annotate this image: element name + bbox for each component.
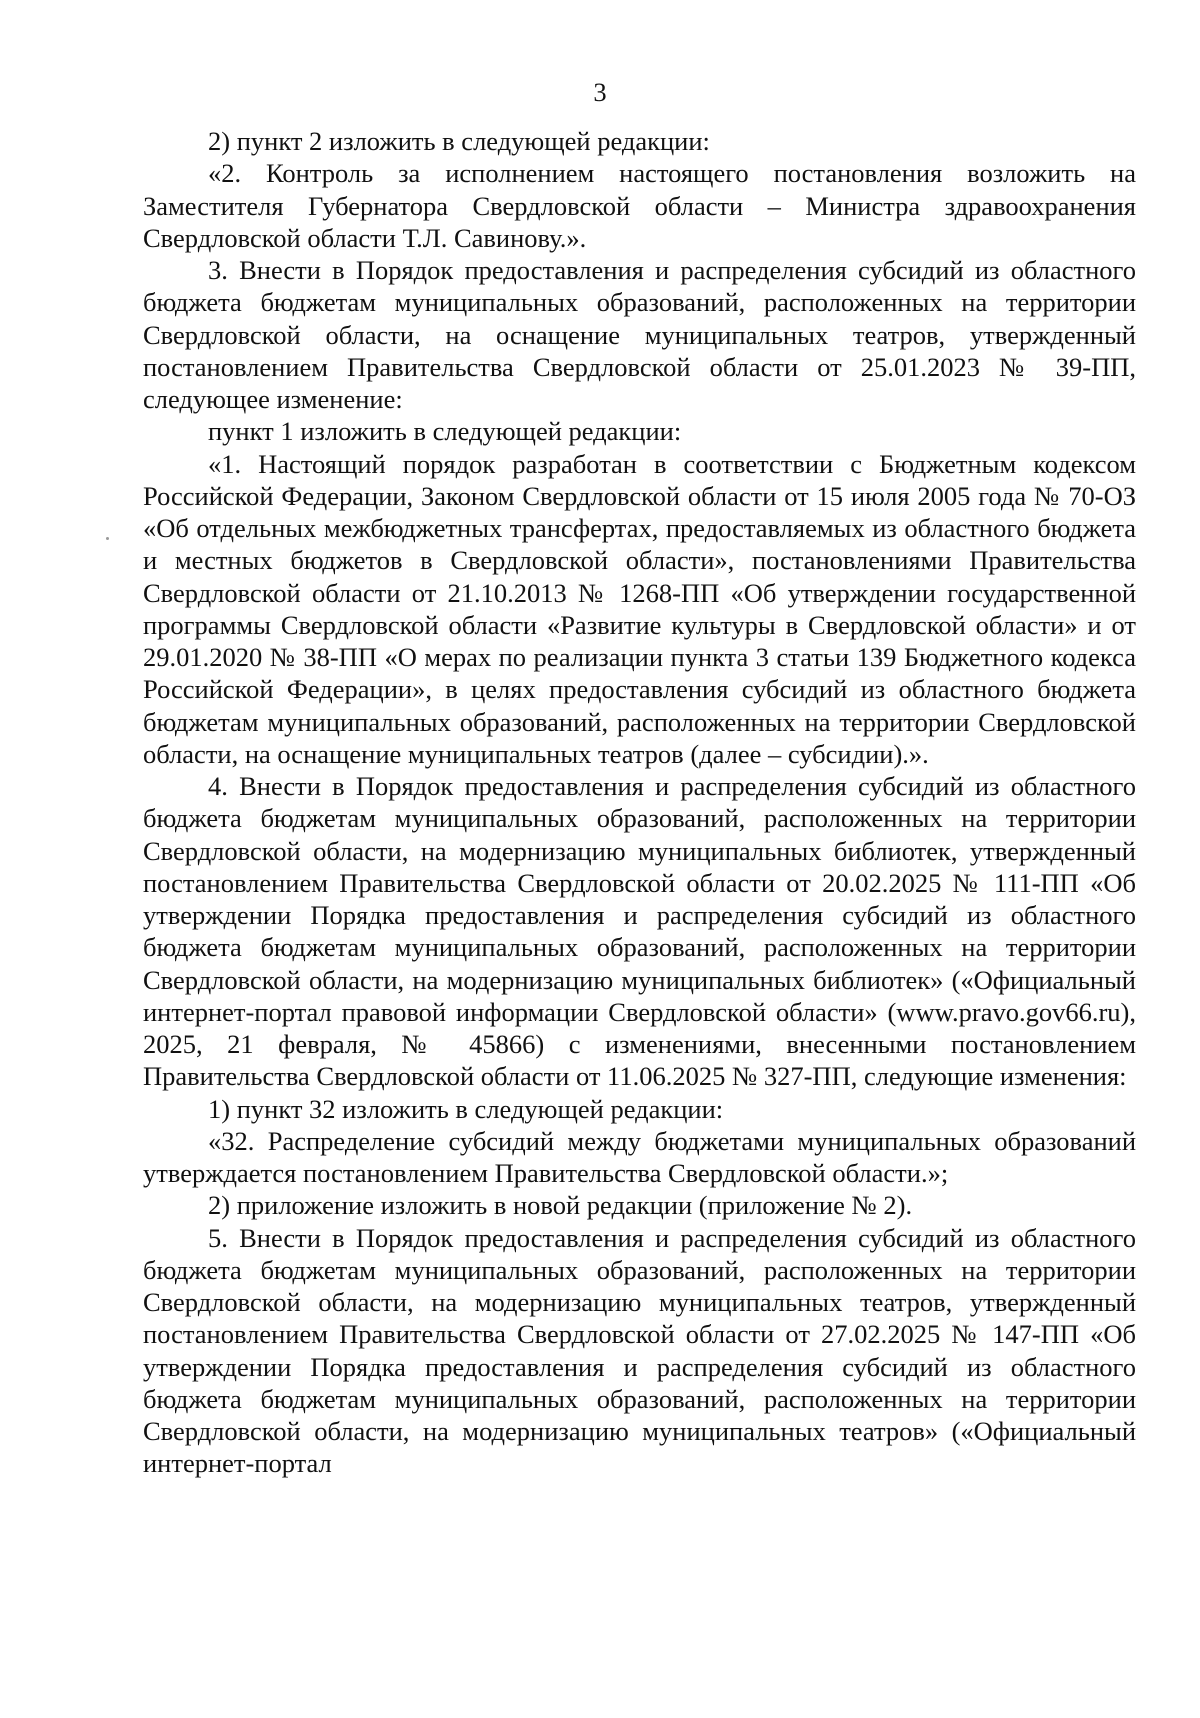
paragraph-item-4-sub-1: 1) пункт 32 изложить в следующей редакции: (208, 1093, 724, 1124)
paragraph-item-3: 3. Внести в Порядок предоставления и распределения субсидий из областного бюджета бюджетам муниципальных образований, расположенных на территории Свердловской области, на оснащение муниципальных театров, утвержденный постановлением Правительства Свердловской области от 25.01.2023 № 39-ПП, следующее изменение: (143, 255, 1136, 414)
paragraph-item-3-intro: пункт 1 изложить в следующей редакции: (208, 416, 682, 447)
paragraph-subitem-2: 2) пункт 2 изложить в следующей редакции: (208, 126, 710, 156)
paragraph-quote-item-2: «2. Контроль за исполнением настоящего постановления возложить на Заместителя Губернатора Свердловской области – Министра здравоохранения Свердловской области Т.Л. Савинову.». (143, 158, 1136, 253)
document-body (143, 125, 1136, 1480)
scan-speck (106, 537, 109, 540)
paragraph-quote-item-1: «1. Настоящий порядок разработан в соответствии с Бюджетным кодексом Российской Федерации, Законом Свердловской области от 15 июля 2005 года № 70-ОЗ «Об отдельных межбюджетных трансфертах, предоставляемых из областного бюджета и местных бюджетов в Свердловской области», постановлениями Правительства Свердловской области от 21.10.2013 № 1268-ПП «Об утверждении государственной программы Свердловской области «Развитие культуры в Свердловской области» и от 29.01.2020 № 38-ПП «О мерах по реализации пункта 3 статьи 139 Бюджетного кодекса Российской Федерации», в целях предоставления субсидий из областного бюджета бюджетам муниципальных образований, расположенных на территории Свердловской области, на оснащение муниципальных театров (далее – субсидии).». (143, 448, 1136, 769)
paragraph-quote-item-32: «32. Распределение субсидий между бюджетами муниципальных образований утверждается постановлением Правительства Свердловской области.»; (143, 1125, 1136, 1188)
paragraph-item-4-sub-2: 2) приложение изложить в новой редакции (приложение № 2). (208, 1190, 913, 1221)
paragraph-item-5: 5. Внести в Порядок предоставления и распределения субсидий из областного бюджета бюджетам муниципальных образований, расположенных на территории Свердловской области, на модернизацию муниципальных театров, утвержденный постановлением Правительства Свердловской области от 27.02.2025 № 147-ПП «Об утверждении Порядка предоставления и распределения субсидий из областного бюджета бюджетам муниципальных образований, расположенных на территории Свердловской области, на модернизацию муниципальных театров» («Официальный интернет-портал (143, 1222, 1136, 1479)
page-number: 3 (593, 77, 607, 107)
paragraph-item-4: 4. Внести в Порядок предоставления и распределения субсидий из областного бюджета бюджетам муниципальных образований, расположенных на территории Свердловской области, на модернизацию муниципальных библиотек, утвержденный постановлением Правительства Свердловской области от 20.02.2025 № 111-ПП «Об утверждении Порядка предоставления и распределения субсидий из областного бюджета бюджетам муниципальных образований, расположенных на территории Свердловской области, на модернизацию муниципальных библиотек» («Официальный интернет-портал правовой информации Свердловской области» (www.pravo.gov66.ru), 2025, 21 февраля, № 45866) с изменениями, внесенными постановлением Правительства Свердловской области от 11.06.2025 № 327-ПП, следующие изменения: (143, 771, 1136, 1092)
